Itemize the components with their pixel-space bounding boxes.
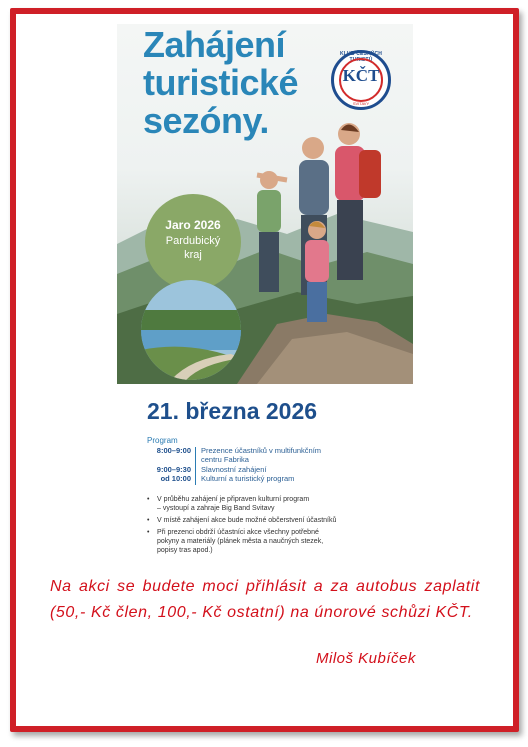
registration-note: Na akci se budete moci přihlásit a za autobus zaplatit (50,- Kč člen, 100,- Kč ostatní) na únorové schůzi KČT. [50, 578, 480, 621]
program-time: 9:00–9:30 od 10:00 [156, 464, 191, 483]
program-row [147, 465, 387, 484]
kct-logo [331, 50, 391, 110]
region-label-line2: kraj [184, 249, 202, 261]
season-label: Jaro 2026 [165, 218, 221, 232]
lake-photo-circle [141, 280, 241, 380]
program-heading: Program [147, 436, 178, 445]
signature: Miloš Kubíček [316, 650, 416, 667]
program-time: 8:00–9:00 [156, 445, 191, 455]
lake-landscape-image [141, 280, 241, 380]
logo-city: SVITAVY [352, 101, 370, 106]
program-description: Slavnostní zahájení Kulturní a turistický program [201, 464, 295, 483]
logo-text: KLUB ČESKÝCH TURISTŮ [339, 51, 383, 63]
list-item: • V místě zahájení akce bude možné občerstvení účastníků [147, 516, 387, 525]
season-info-circle [145, 194, 241, 290]
program-section [147, 436, 387, 484]
event-date: 21. března 2026 [147, 398, 318, 424]
info-bullets [147, 495, 387, 558]
hikers-image [247, 120, 397, 382]
list-item: • V průběhu zahájení je připraven kulturní program – vystoupí a zahraje Big Band Svitavy [147, 495, 387, 513]
poster-title: Zahájení turistické sezóny. [143, 24, 299, 141]
event-poster [117, 24, 413, 572]
list-item: • Při prezenci obdrží účastníci akce všechny potřebné pokyny a materiály (plánek města a naučných stezek, popisy tras apod.) [147, 528, 387, 555]
region-label-line1: Pardubický [165, 235, 221, 247]
program-description: Prezence účastníků v multifunkčním centru Fabrika [201, 445, 322, 464]
logo-monogram: KČT [342, 66, 380, 85]
program-row [147, 446, 387, 465]
